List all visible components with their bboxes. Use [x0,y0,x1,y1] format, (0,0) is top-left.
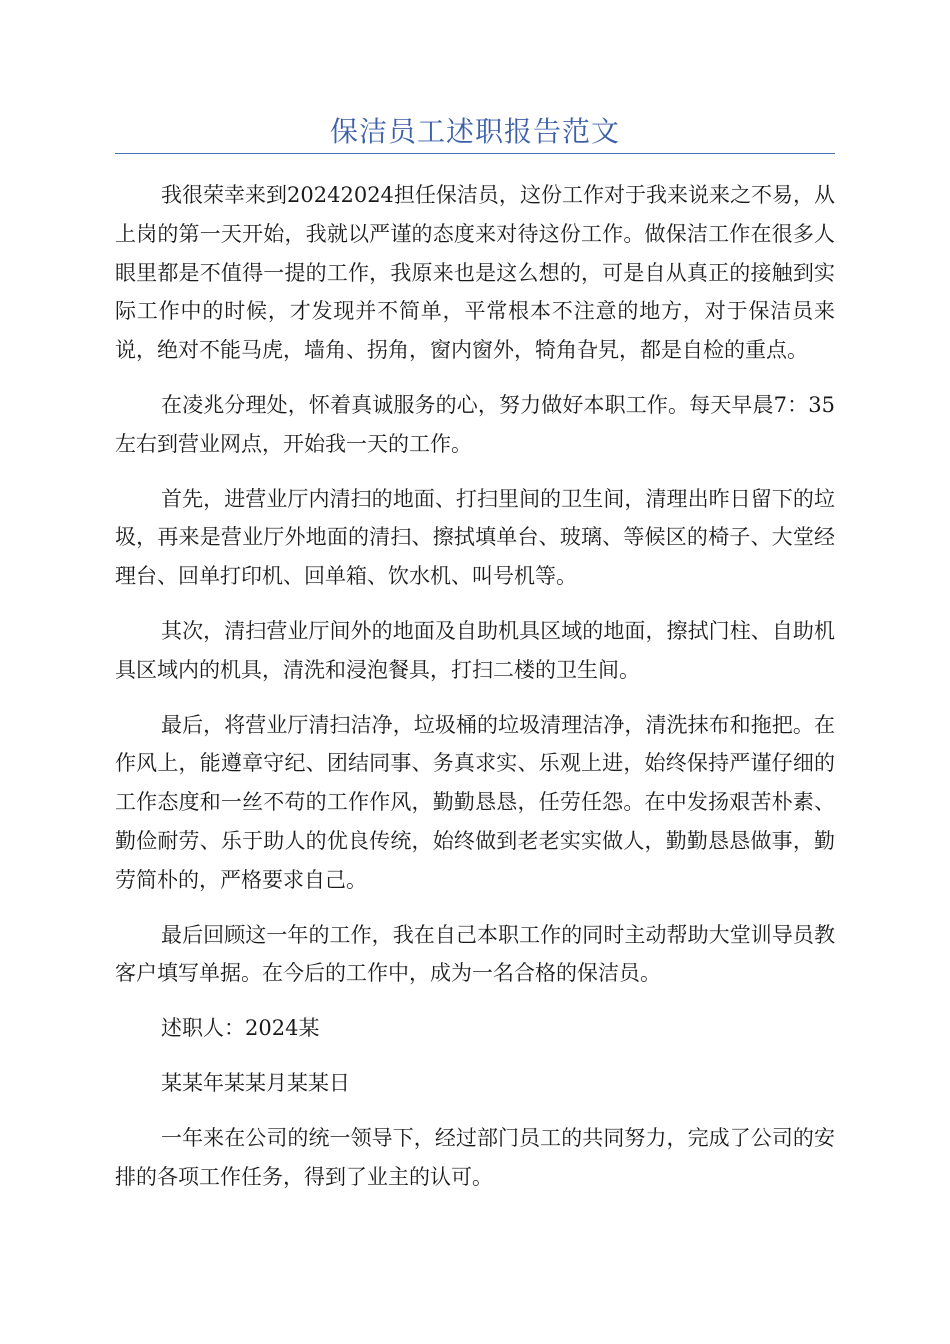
paragraph-second: 其次，清扫营业厅间外的地面及自助机具区域的地面，擦拭门柱、自助机具区域内的机具，清洗和浸泡餐具，打扫二楼的卫生间。 [115,618,835,682]
paragraph-summary: 一年来在公司的统一领导下，经过部门员工的共同努力，完成了公司的安排的各项工作任务，得到了业主的认可。 [115,1125,835,1189]
signature-line: 述职人：2024某 [161,1016,320,1041]
paragraph-first: 首先，进营业厅内清扫的地面、打扫里间的卫生间，清理出昨日留下的垃圾，再来是营业厅外地面的清扫、擦拭填单台、玻璃、等候区的椅子、大堂经理台、回单打印机、回单箱、饮水机、叫号机等。 [115,486,835,589]
document-title: 保洁员工述职报告范文 [329,115,620,148]
date-line: 某某年某某月某某日 [161,1070,350,1095]
paragraph-review: 最后回顾这一年的工作，我在自己本职工作的同时主动帮助大堂训导员教客户填写单据。在今后的工作中，成为一名合格的保洁员。 [115,922,835,986]
paragraph-daily-start: 在凌兆分理处，怀着真诚服务的心，努力做好本职工作。每天早晨7：35左右到营业网点，开始我一天的工作。 [115,392,835,456]
paragraph-last-step: 最后，将营业厅清扫洁净，垃圾桶的垃圾清理洁净，清洗抹布和拖把。在作风上，能遵章守纪、团结同事、务真求实、乐观上进，始终保持严谨仔细的工作态度和一丝不苟的工作作风，勤勤恳恳，任劳任怨。在中发扬艰苦朴素、勤俭耐劳、乐于助人的优良传统，始终做到老老实实做人，勤勤恳恳做事，勤劳简朴的，严格要求自己。 [115,712,835,892]
document-body [115,176,835,1212]
paragraph-intro: 我很荣幸来到20242024担任保洁员，这份工作对于我来说来之不易，从上岗的第一天开始，我就以严谨的态度来对待这份工作。做保洁工作在很多人眼里都是不值得一提的工作，我原来也是这么想的，可是自从真正的接触到实际工作中的时候，才发现并不简单，平常根本不注意的地方，对于保洁员来说，绝对不能马虎，墙角、拐角，窗内窗外，犄角旮旯，都是自检的重点。 [115,183,835,363]
title-underline [115,153,835,154]
